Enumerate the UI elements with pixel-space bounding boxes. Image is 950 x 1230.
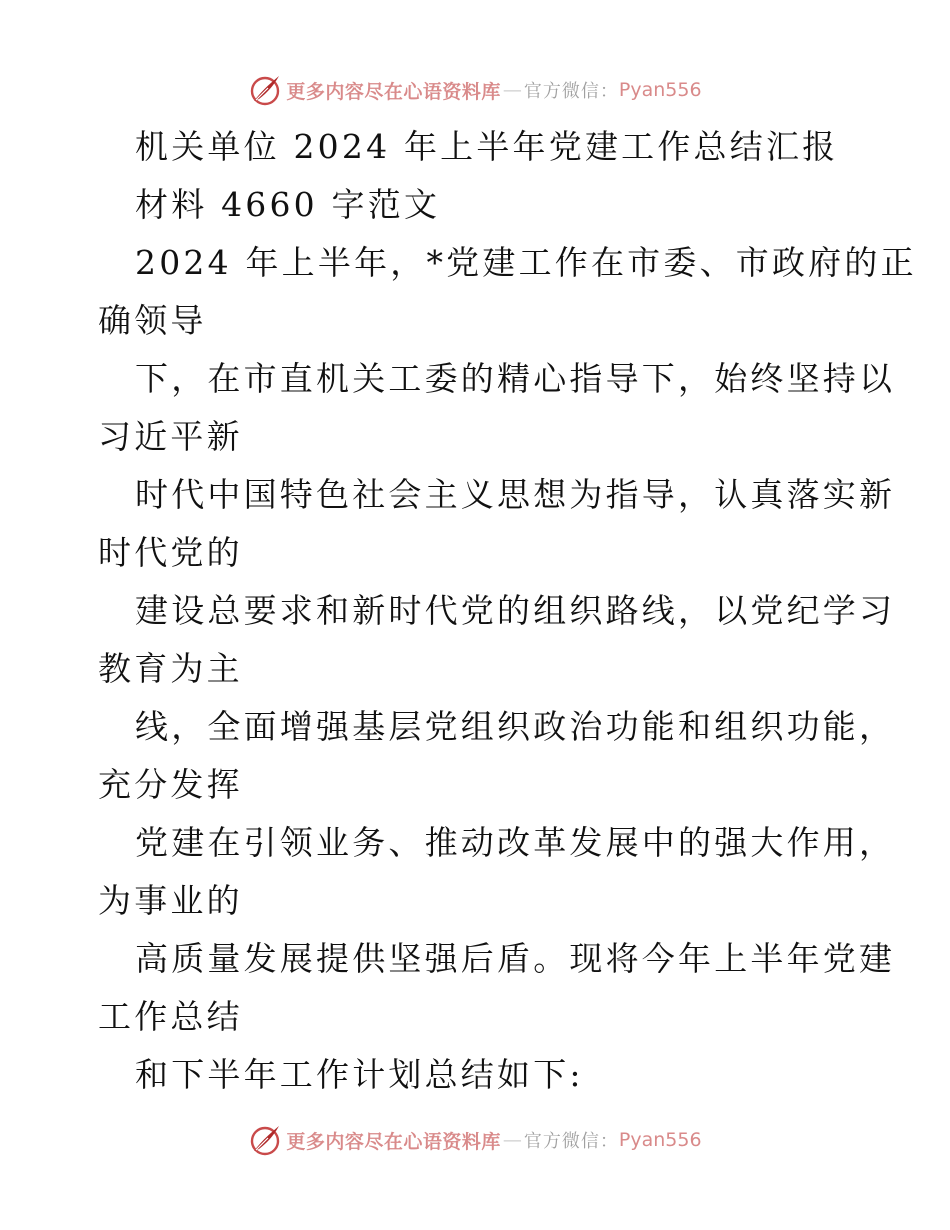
doc-line: 高质量发展提供坚强后盾。现将今年上半年党建: [135, 939, 896, 978]
watermark-main-text: 更多内容尽在心语资料库: [286, 80, 501, 103]
doc-line: 确领导: [98, 301, 207, 340]
watermark-dash: —: [502, 1129, 522, 1151]
doc-line: 2024 年上半年，*党建工作在市委、市政府的正: [135, 243, 917, 282]
quill-logo-icon: [248, 73, 282, 107]
doc-line: 时代党的: [98, 533, 243, 572]
header-watermark: [0, 70, 950, 110]
watermark-sub-text: 官方微信：: [523, 1131, 619, 1152]
watermark-wechat-id: Pyan556: [618, 79, 702, 101]
doc-line: 工作总结: [98, 997, 243, 1036]
quill-logo-icon: [248, 1123, 282, 1157]
watermark-main-text: 更多内容尽在心语资料库: [286, 1130, 501, 1153]
doc-line: 党建在引领业务、推动改革发展中的强大作用，: [135, 823, 896, 862]
doc-line: 时代中国特色社会主义思想为指导，认真落实新: [135, 475, 896, 514]
doc-line: 线，全面增强基层党组织政治功能和组织功能，: [135, 707, 896, 746]
doc-line: 充分发挥: [98, 765, 243, 804]
doc-line: 习近平新: [98, 417, 243, 456]
watermark-sub-text: 官方微信：: [523, 81, 619, 102]
doc-line: 教育为主: [98, 649, 243, 688]
doc-line: 材料 4660 字范文: [135, 185, 441, 224]
document-body: [98, 118, 917, 1104]
doc-line: 下，在市直机关工委的精心指导下，始终坚持以: [135, 359, 896, 398]
doc-line: 机关单位 2024 年上半年党建工作总结汇报: [135, 127, 839, 166]
doc-line: 和下半年工作计划总结如下:: [135, 1055, 584, 1094]
doc-line: 为事业的: [98, 881, 243, 920]
watermark-dash: —: [502, 79, 522, 101]
doc-line: 建设总要求和新时代党的组织路线，以党纪学习: [135, 591, 896, 630]
watermark-wechat-id: Pyan556: [618, 1129, 702, 1151]
footer-watermark: [0, 1120, 950, 1160]
